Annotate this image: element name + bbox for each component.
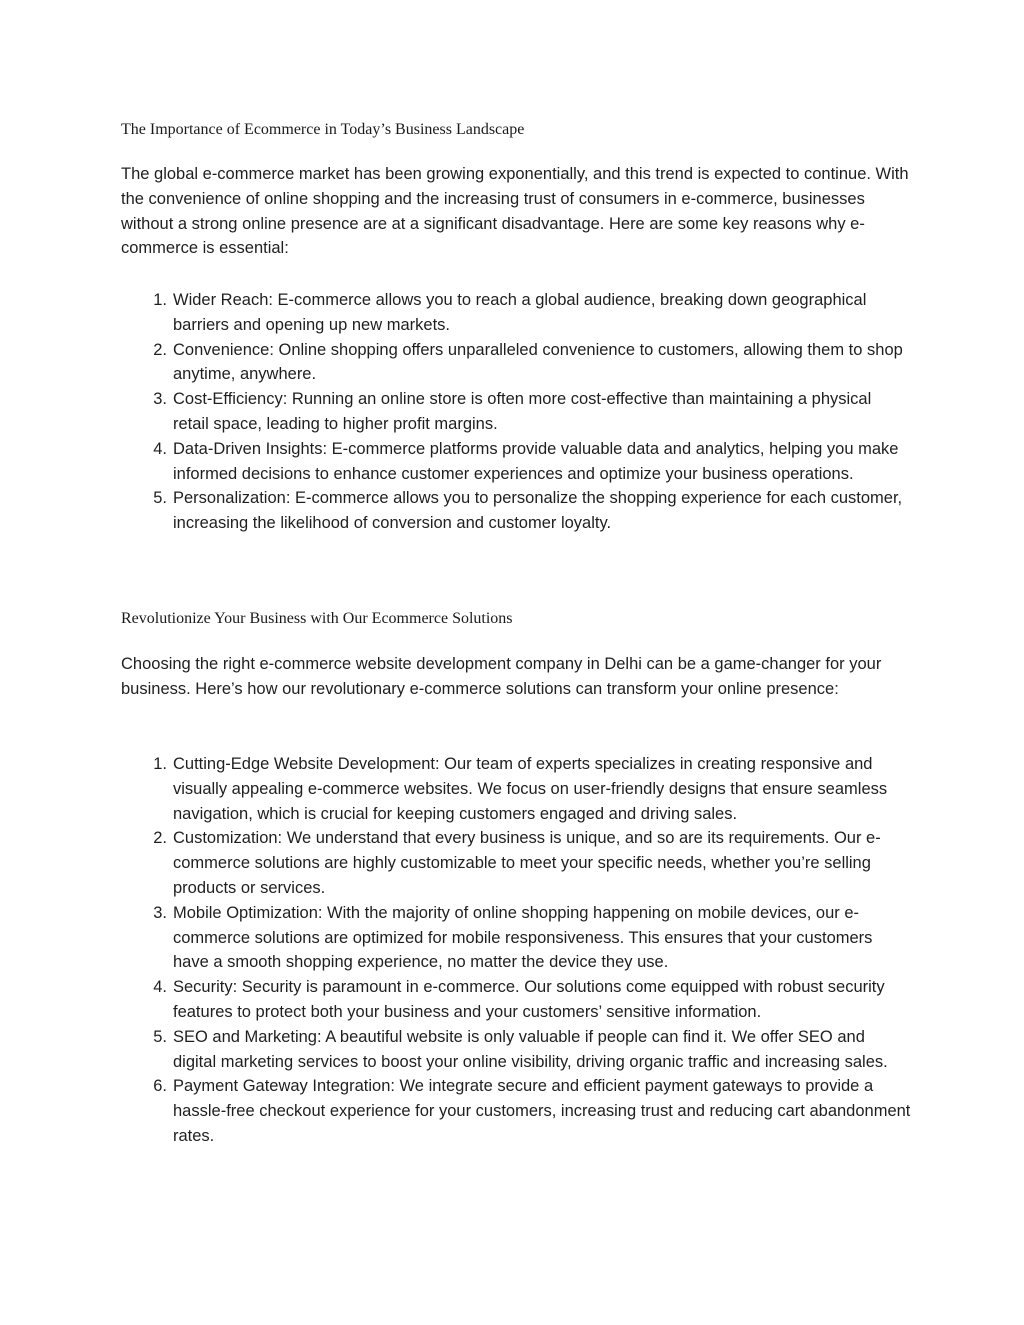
list-item-text: Data-Driven Insights: E-commerce platforms provide valuable data and analytics, helping you make informed decisions to enhance customer experiences and optimize your business operations.: [173, 439, 899, 483]
list-item-number: 4.: [153, 978, 167, 997]
list-item-number: 3.: [153, 390, 167, 409]
section1-heading: The Importance of Ecommerce in Today’s Business Landscape: [121, 121, 525, 138]
list-item: [121, 288, 911, 338]
list-item: [121, 486, 911, 536]
list-item-text: Payment Gateway Integration: We integrate secure and efficient payment gateways to provide a hassle-free checkout experience for your customers, increasing trust and reducing cart abandonment rates.: [173, 1077, 911, 1145]
list-item-text: Cutting-Edge Website Development: Our team of experts specializes in creating responsive and visually appealing e-commerce websites. We focus on user-friendly designs that ensure seamless navigation, which is crucial for keeping customers engaged and driving sales.: [173, 755, 888, 823]
list-item: [121, 975, 911, 1025]
list-item-number: 5.: [153, 1027, 167, 1046]
list-item-text: Mobile Optimization: With the majority of online shopping happening on mobile devices, our e-commerce solutions are optimized for mobile responsiveness. This ensures that your customers have a smooth shopping experience, no matter the device they use.: [173, 903, 873, 972]
list-item-number: 6.: [153, 1077, 167, 1096]
list-item-text: Security: Security is paramount in e-commerce. Our solutions come equipped with robust security features to protect both your business and your customers’ sensitive information.: [173, 978, 885, 1021]
list-item: [121, 1074, 911, 1148]
list-item: [121, 901, 911, 975]
list-item-number: 4.: [153, 439, 167, 458]
list-item-number: 1.: [153, 291, 167, 309]
list-item-text: SEO and Marketing: A beautiful website is only valuable if people can find it. We offer SEO and digital marketing services to boost your online visibility, driving organic traffic and increasing sales.: [173, 1027, 888, 1071]
list-item-number: 5.: [153, 489, 167, 508]
list-item: [121, 1025, 911, 1075]
list-item: [121, 437, 911, 487]
list-item: [121, 826, 911, 900]
list-item: [121, 752, 911, 826]
section1-intro: The global e-commerce market has been growing exponentially, and this trend is expected to continue. With the convenience of online shopping and the increasing trust of consumers in e-commerce, businesses without a strong online presence are at a significant disadvantage. Here are some key reasons why e-commerce is essential:: [121, 165, 909, 258]
section1-list: [121, 288, 911, 536]
list-item-number: 1.: [153, 755, 167, 773]
list-item: [121, 387, 911, 437]
list-item-text: Wider Reach: E-commerce allows you to reach a global audience, breaking down geographical barriers and opening up new markets.: [173, 291, 867, 334]
list-item-number: 2.: [153, 829, 167, 848]
list-item-number: 3.: [153, 903, 167, 922]
list-item-text: Convenience: Online shopping offers unparalleled convenience to customers, allowing them to shop anytime, anywhere.: [173, 340, 903, 384]
list-item: [121, 338, 911, 388]
list-item-text: Cost-Efficiency: Running an online store is often more cost-effective than maintaining a physical retail space, leading to higher profit margins.: [173, 390, 872, 433]
list-item-text: Customization: We understand that every business is unique, and so are its requirements. Our e-commerce solutions are highly customizable to meet your specific needs, whether you’re selling products or services.: [173, 829, 881, 897]
section2-intro: Choosing the right e-commerce website development company in Delhi can be a game-changer for your business. Here’s how our revolutionary e-commerce solutions can transform your online presence:: [121, 655, 882, 698]
list-item-text: Personalization: E-commerce allows you to personalize the shopping experience for each customer, increasing the likelihood of conversion and customer loyalty.: [173, 489, 903, 533]
list-item-number: 2.: [153, 340, 167, 359]
section2-list: [121, 752, 911, 1149]
section2-heading: Revolutionize Your Business with Our Ecommerce Solutions: [121, 610, 513, 627]
